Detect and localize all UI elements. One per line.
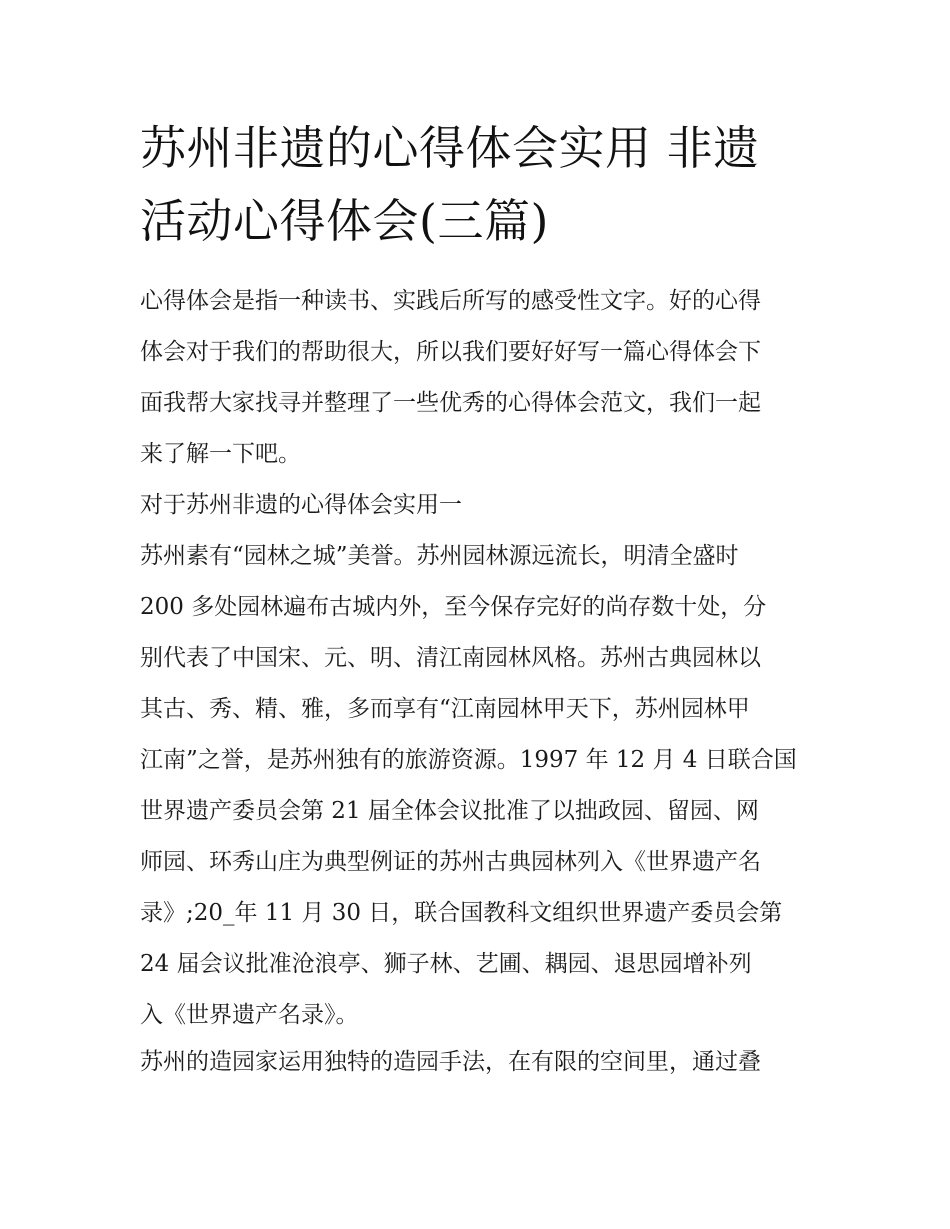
title-line: 苏州非遗的心得体会实用 非遗 [140, 121, 760, 175]
paragraph-line: 录》;20_年 11 月 30 日，联合国教科文组织世界遗产委员会第 [140, 900, 783, 926]
intro-paragraph [140, 276, 820, 480]
paragraph-line: 苏州的造园家运用独特的造园手法，在有限的空间里，通过叠 [140, 1049, 761, 1075]
section-heading-text: 对于苏州非遗的心得体会实用一 [140, 492, 462, 518]
paragraph-1 [140, 531, 820, 1041]
paragraph-line: 其古、秀、精、雅，多而享有“江南园林甲天下，苏州园林甲 [140, 696, 750, 722]
paragraph-line: 入《世界遗产名录》。 [140, 1002, 359, 1028]
paragraph-line: 24 届会议批准沧浪亭、狮子林、艺圃、耦园、退思园增补列 [140, 951, 752, 977]
intro-line: 面我帮大家找寻并整理了一些优秀的心得体会范文，我们一起 [140, 390, 761, 416]
intro-line: 体会对于我们的帮助很大，所以我们要好好写一篇心得体会下 [140, 339, 761, 365]
paragraph-line: 师园、环秀山庄为典型例证的苏州古典园林列入《世界遗产名 [140, 849, 761, 875]
document-title [140, 112, 820, 258]
paragraph-line: 别代表了中国宋、元、明、清江南园林风格。苏州古典园林以 [140, 645, 761, 671]
paragraph-line: 江南”之誉，是苏州独有的旅游资源。1997 年 12 月 4 日联合国 [140, 747, 797, 773]
section-heading [140, 480, 820, 531]
intro-line: 心得体会是指一种读书、实践后所写的感受性文字。好的心得 [140, 288, 761, 314]
title-line: 活动心得体会(三篇) [140, 194, 549, 248]
paragraph-line: 苏州素有“园林之城”美誉。苏州园林源远流长，明清全盛时 [140, 543, 739, 569]
intro-line: 来了解一下吧。 [140, 441, 301, 467]
paragraph-line: 世界遗产委员会第 21 届全体会议批准了以拙政园、留园、网 [140, 798, 759, 824]
paragraph-line: 200 多处园林遍布古城内外，至今保存完好的尚存数十处，分 [140, 594, 767, 620]
paragraph-2 [140, 1037, 820, 1088]
